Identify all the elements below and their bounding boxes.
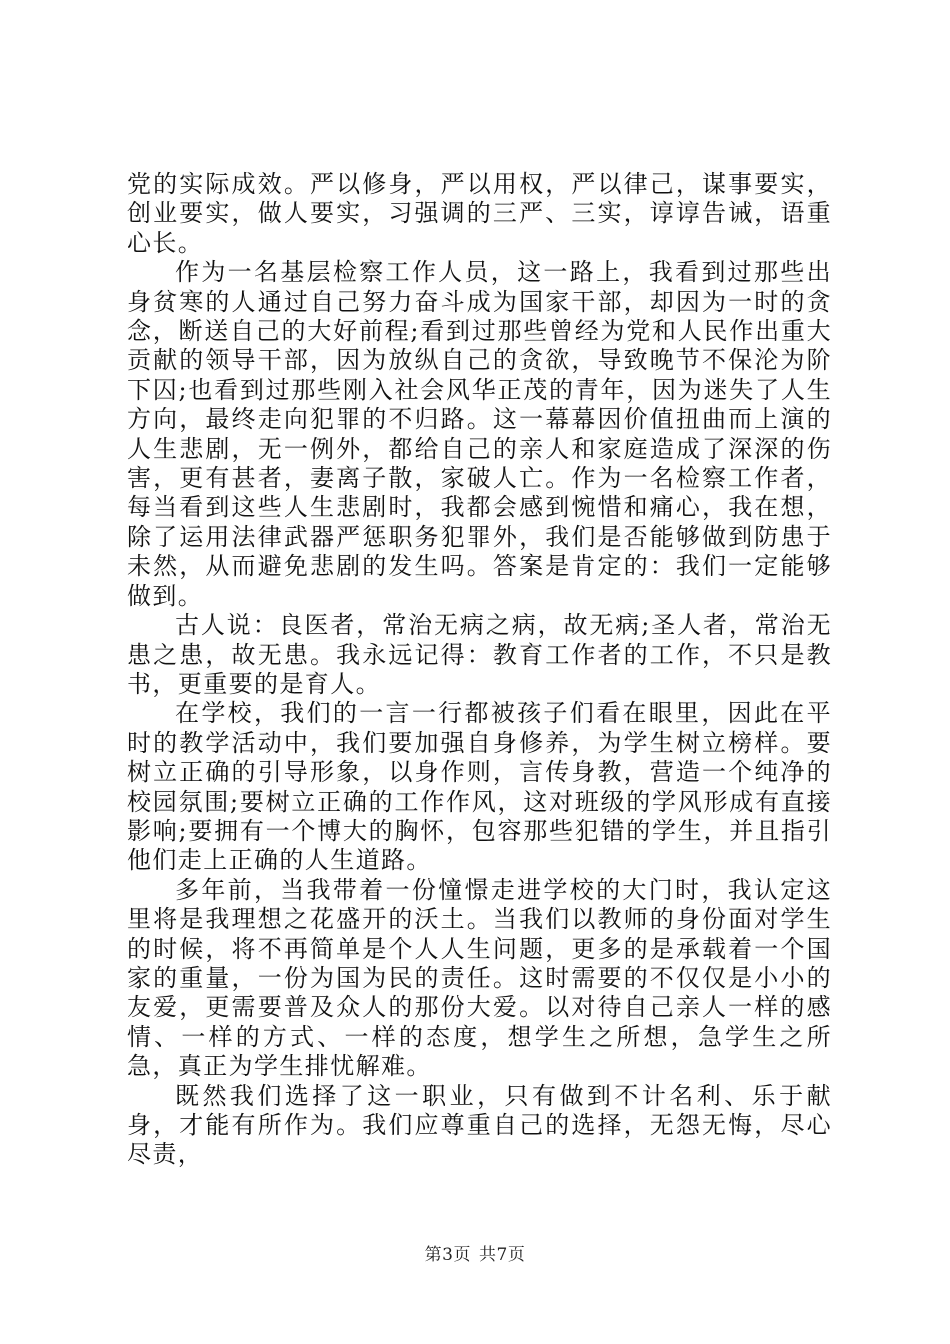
page-total: 共7页 (479, 1245, 526, 1265)
paragraph-6: 既然我们选择了这一职业，只有做到不计名利、乐于献身，才能有所作为。我们应尊重自己的选择，无怨无悔，尽心尽责， (127, 1081, 832, 1169)
paragraph-2: 作为一名基层检察工作人员，这一路上，我看到过那些出身贫寒的人通过自己努力奋斗成为国家干部，却因为一时的贪念，断送自己的大好前程;看到过那些曾经为党和人民作出重大贡献的领导干部，因为放纵自己的贪欲，导致晚节不保沦为阶下囚;也看到过那些刚入社会风华正茂的青年，因为迷失了人生方向，最终走向犯罪的不归路。这一幕幕因价值扭曲而上演的人生悲剧，无一例外，都给自己的亲人和家庭造成了深深的伤害，更有甚者，妻离子散，家破人亡。作为一名检察工作者，每当看到这些人生悲剧时，我都会感到惋惜和痛心，我在想，除了运用法律武器严惩职务犯罪外，我们是否能够做到防患于未然，从而避免悲剧的发生吗。答案是肯定的：我们一定能够做到。 (127, 258, 832, 610)
paragraph-1: 党的实际成效。严以修身，严以用权，严以律己，谋事要实，创业要实，做人要实，习强调的三严、三实，谆谆告诫，语重心长。 (127, 170, 832, 257)
page-footer (0, 1240, 950, 1265)
paragraph-5: 多年前，当我带着一份憧憬走进学校的大门时，我认定这里将是我理想之花盛开的沃土。当我们以教师的身份面对学生的时候，将不再简单是个人人生问题，更多的是承载着一个国家的重量，一份为国为民的责任。这时需要的不仅仅是小小的友爱，更需要普及众人的那份大爱。以对待自己亲人一样的感情、一样的方式、一样的态度，想学生之所想，急学生之所急，真正为学生排忧解难。 (127, 875, 832, 1081)
document-body (127, 170, 832, 1170)
paragraph-4: 在学校，我们的一言一行都被孩子们看在眼里，因此在平时的教学活动中，我们要加强自身修养，为学生树立榜样。要树立正确的引导形象，以身作则，言传身教，营造一个纯净的校园氛围;要树立正确的工作作风，这对班级的学风形成有直接影响;要拥有一个博大的胸怀，包容那些犯错的学生，并且指引他们走上正确的人生道路。 (127, 699, 832, 875)
page-number: 第3页 (424, 1245, 471, 1265)
paragraph-3: 古人说：良医者，常治无病之病，故无病;圣人者，常治无患之患，故无患。我永远记得：教育工作者的工作，不只是教书，更重要的是育人。 (127, 611, 832, 698)
